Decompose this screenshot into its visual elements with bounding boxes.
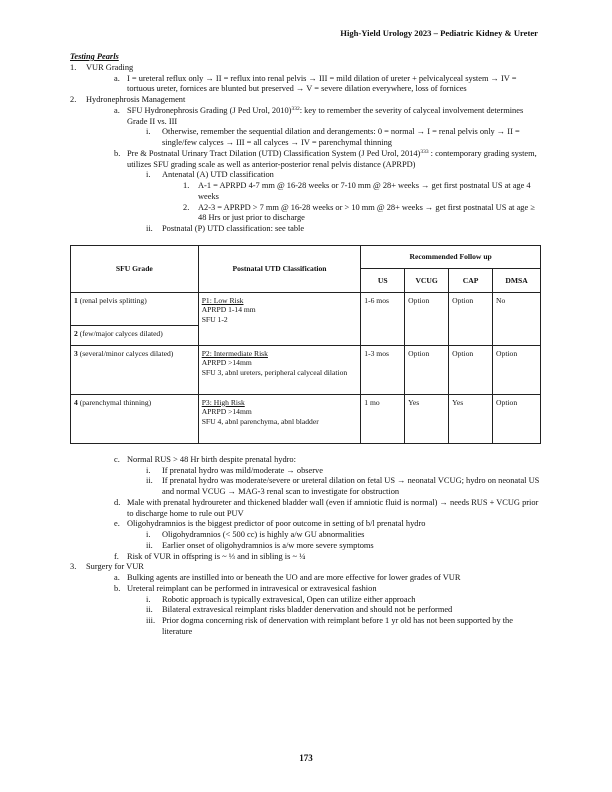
list-text: Bilateral extravesical reimplant risks bladder denervation and should not be performed [162,605,453,615]
column-header-sfu-grade: SFU Grade [71,245,199,292]
utd-criteria: SFU 1-2 [201,314,228,324]
table-row [71,394,541,443]
list-marker: i. [146,127,151,137]
sfu-grade-description: (several/minor calyces dilated) [77,348,174,358]
dmsa-cell: Option [493,345,541,394]
list-item [70,573,542,584]
citation-ref: 333 [420,148,429,155]
column-header-us: US [361,269,405,293]
list-text: A2-3 = APRPD > 7 mm @ 16-28 weeks or > 10 mm @ 28+ weeks → get first postnatal US at age ≥ 48 Hrs or just prior to discharge [198,202,535,223]
list-marker: i. [146,594,151,604]
list-item [70,181,542,203]
list-item [70,562,542,573]
list-text: Otherwise, remember the sequential dilation and derangements: 0 = normal → I = renal pelvis only → II = single/few calyces → III = all calyces → IV = parenchymal thinning [162,127,520,147]
list-text: I = ureteral reflux only → II = reflux into renal pelvis → III = mild dilation of ureter + pelvicalyceal system → IV = tortuous ureter, fornices are blunted but preserved → V = severe dilation everywhere, loss of fornices [127,73,517,94]
utd-risk-title: P3: High Risk [201,397,245,407]
list-text: Robotic approach is typically extravesical, Open can utilize either approach [162,594,416,604]
list-text: Oligohydramnios is the biggest predictor of poor outcome in setting of b/l prenatal hydro [127,519,426,529]
list-text: If prenatal hydro was mild/moderate → observe [162,465,323,475]
page-number: 173 [299,753,313,763]
table-row [71,345,541,394]
dmsa-cell: No [493,292,541,345]
column-header-vcug: VCUG [405,269,449,293]
list-marker: i. [146,170,151,180]
vcug-cell: Yes [405,394,449,443]
sfu-grade-cell [71,292,199,325]
list-item [70,63,542,74]
list-item [70,584,542,595]
list-item [70,595,542,606]
sfu-grade-description: (renal pelvis splitting) [77,295,147,305]
utd-classification-table [70,245,541,444]
list-item [70,224,542,235]
list-text: Pre & Postnatal Urinary Tract Dilation (UTD) Classification System (J Ped Urol, 2014) [127,148,421,158]
list-item [70,106,542,128]
list-text: Hydronephrosis Management [86,95,186,104]
list-marker: 1. [70,62,77,72]
list-item [70,552,542,563]
utd-class-cell [198,394,361,443]
vcug-cell: Option [405,345,449,394]
utd-aprpd: APRPD >14mm [201,407,252,417]
list-text: SFU Hydronephrosis Grading (J Ped Urol, 2010) [127,105,292,115]
sfu-grade-number: 1 [74,295,78,305]
list-text: Oligohydramnios (< 500 cc) is highly a/w GU abnormalities [162,530,365,539]
cap-cell: Option [449,345,493,394]
sfu-grade-description: (parenchymal thinning) [77,397,152,407]
list-marker: ii. [146,476,153,486]
list-item [70,519,542,530]
list-item [70,203,542,225]
list-marker: ii. [146,540,153,550]
list-text: Prior dogma concerning risk of denervation with reimplant before 1 yr old has not been supported by the literature [162,616,513,636]
list-marker: iii. [146,616,156,625]
list-marker: a. [114,105,120,115]
column-header-cap: CAP [449,269,493,293]
list-item [70,149,542,171]
citation-ref: 332 [291,105,300,112]
table-row [71,292,541,325]
document-body [70,52,542,638]
list-marker: 3. [70,562,77,572]
list-marker: a. [114,573,120,582]
list-item [70,530,542,541]
list-marker: 2. [70,95,77,104]
list-marker: b. [114,148,121,158]
list-item [70,498,542,520]
table-header-row [71,245,541,269]
list-marker: f. [114,551,119,561]
list-marker: b. [114,583,121,593]
list-text: : key to remember the severity of calyceal involvement determines Grade II vs. III [127,105,524,126]
sfu-grade-cell [71,325,199,345]
list-marker: ii. [146,224,153,233]
column-header-dmsa: DMSA [493,269,541,293]
list-marker: 1. [183,181,190,190]
us-cell: 1 mo [361,394,405,443]
list-text: Antenatal (A) UTD classification [162,170,274,180]
us-cell: 1-3 mos [361,345,405,394]
utd-class-cell [198,292,361,345]
list-item [70,455,542,466]
sfu-grade-cell [71,394,199,443]
list-text: Ureteral reimplant can be performed in intravesical or extravesical fashion [127,583,377,593]
list-marker: c. [114,454,120,464]
list-text: VUR Grading [86,62,134,72]
utd-class-cell [198,345,361,394]
cap-cell: Option [449,292,493,345]
list-text: Surgery for VUR [86,562,144,572]
list-item [70,74,542,96]
utd-aprpd: APRPD >14mm [201,358,252,368]
sfu-grade-number: 4 [74,397,78,407]
list-text: A-1 = APRPD 4-7 mm @ 16-28 weeks or 7-10 mm @ 28+ weeks → get first postnatal US at age 4 weeks [198,181,531,201]
list-item [70,605,542,616]
utd-risk-title: P2: Intermediate Risk [201,348,268,358]
utd-aprpd: APRPD 1-14 mm [201,305,256,315]
list-marker: d. [114,497,121,507]
sfu-grade-number: 3 [74,348,78,358]
list-item [70,127,542,149]
list-text: Normal RUS > 48 Hr birth despite prenatal hydro: [127,454,296,464]
list-text: Postnatal (P) UTD classification: see table [162,224,305,233]
list-item [70,541,542,552]
list-marker: a. [114,73,120,83]
column-header-recommended-follow-up: Recommended Follow up [361,245,541,269]
list-item [70,466,542,477]
utd-criteria: SFU 3, abnl ureters, peripheral calyceal dilation [201,367,348,377]
vcug-cell: Option [405,292,449,345]
list-item [70,476,542,498]
list-text: Risk of VUR in offspring is ~ ⅓ and in sibling is ~ ¼ [127,551,306,561]
list-item [70,95,542,106]
list-item [70,170,542,181]
utd-risk-title: P1: Low Risk [201,295,244,305]
dmsa-cell: Option [493,394,541,443]
list-text: Male with prenatal hydroureter and thickened bladder wall (even if amniotic fluid is normal) → needs RUS + VCUG prior to discharge home to rule out PUV [127,497,539,518]
list-marker: e. [114,519,120,529]
column-header-utd-classification: Postnatal UTD Classification [198,245,361,292]
list-marker: i. [146,465,151,475]
utd-criteria: SFU 4, abnl parenchyma, abnl bladder [201,416,319,426]
list-marker: i. [146,530,151,539]
sfu-grade-description: (few/major calyces dilated) [77,328,163,338]
cap-cell: Yes [449,394,493,443]
page-header: High-Yield Urology 2023 – Pediatric Kidney & Ureter [340,28,538,38]
list-marker: 2. [183,202,190,212]
list-text: Earlier onset of oligohydramnios is a/w more severe symptoms [162,540,374,550]
list-text: : contemporary grading system, utilizes SFU grading scale as well as anterior-posterior renal pelvis distance (APRPD) [127,148,537,169]
list-item [70,616,542,638]
sfu-grade-number: 2 [74,328,78,338]
list-text: Bulking agents are instilled into or beneath the UO and are more effective for lower grades of VUR [127,573,461,582]
us-cell: 1-6 mos [361,292,405,345]
list-text: If prenatal hydro was moderate/severe or ureteral dilation on fetal US → neonatal VCUG; hydro on neonatal US and normal VCUG → MAG-3 renal scan to investigate for obstruction [162,476,540,496]
section-title: Testing Pearls [70,52,119,61]
list-marker: ii. [146,605,153,615]
sfu-grade-cell [71,345,199,394]
